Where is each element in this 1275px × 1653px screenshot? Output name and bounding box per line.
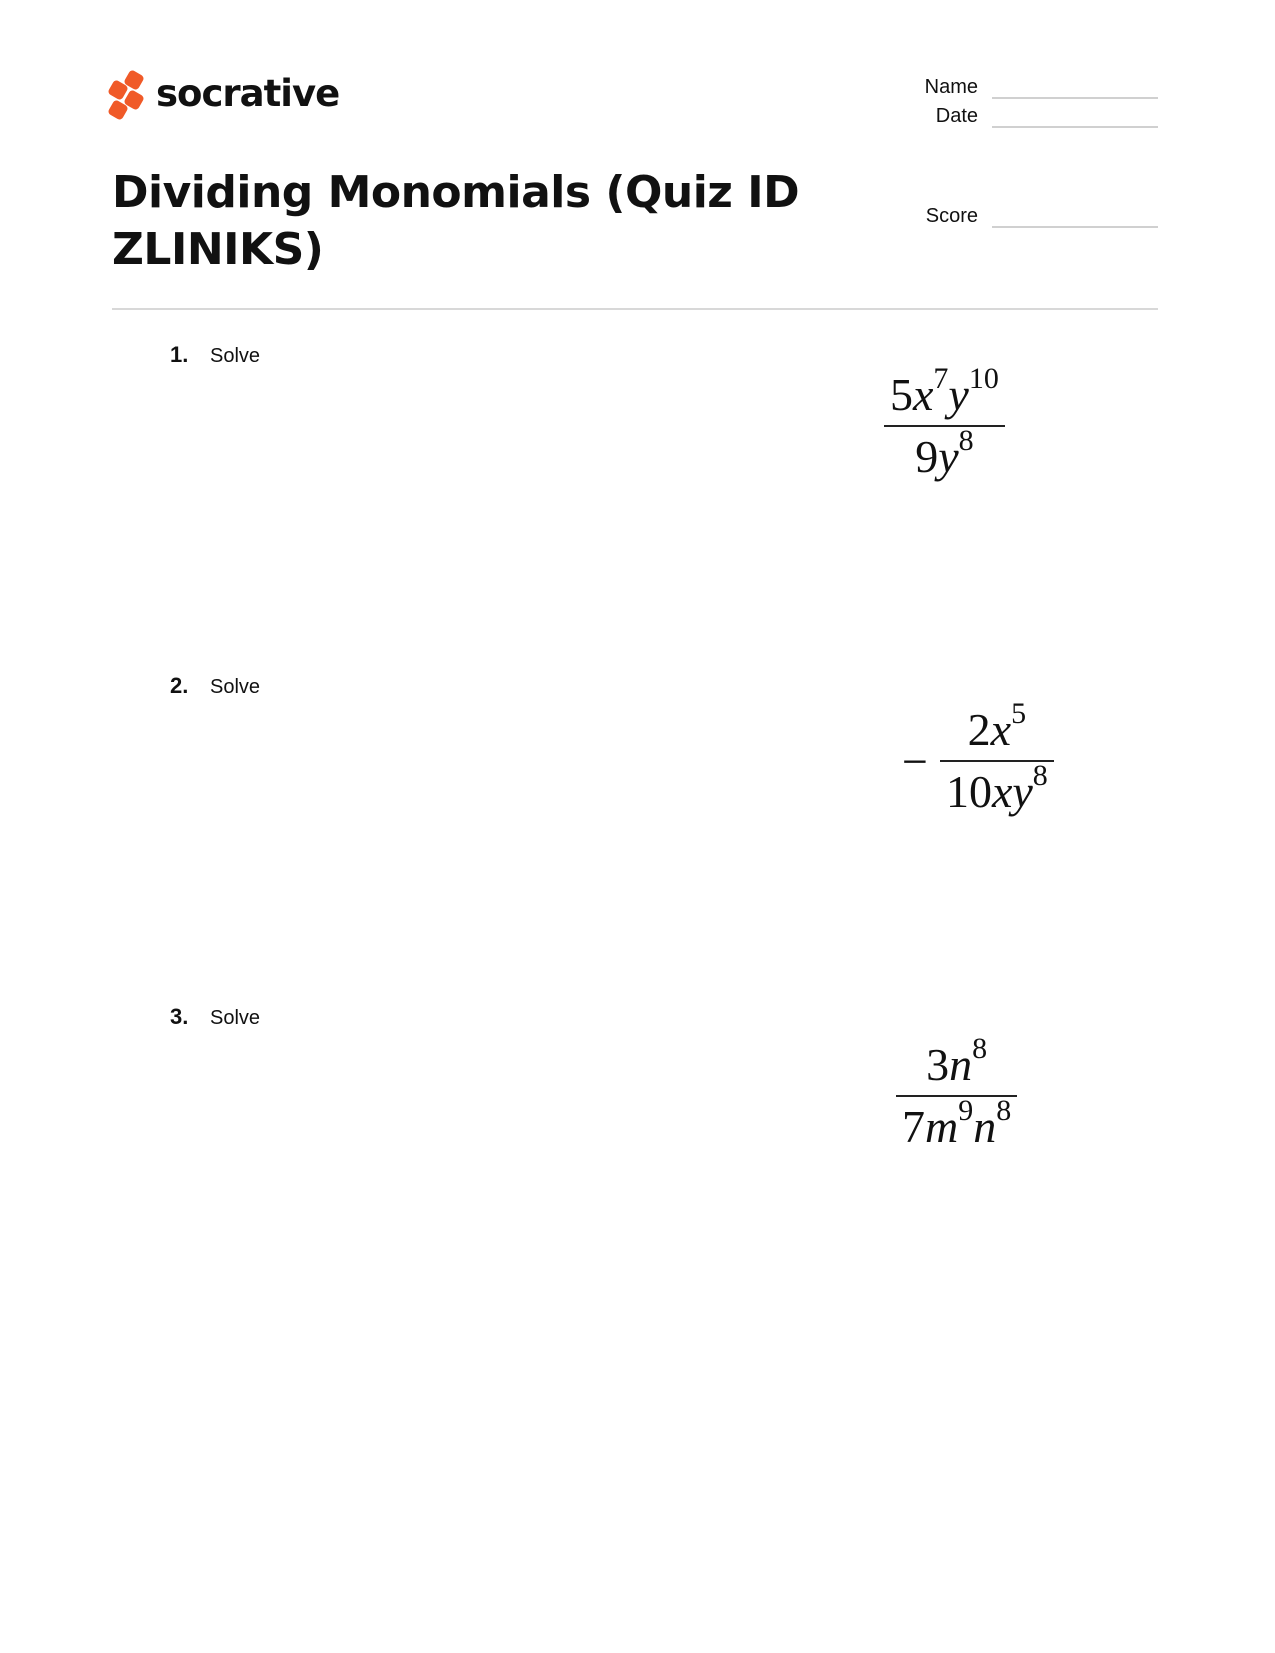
score-field[interactable]: [880, 205, 1160, 229]
logo-text: socrative: [156, 71, 340, 115]
name-label: Name: [924, 76, 978, 98]
question-number: 3.: [170, 1004, 189, 1029]
question-1: [170, 342, 260, 368]
denominator: $9y^8$: [915, 423, 974, 482]
numerator: $5x^7y^{10}$: [890, 361, 999, 420]
fraction: [896, 1031, 1017, 1157]
question-2: [170, 673, 260, 699]
score-label: Score: [925, 205, 978, 227]
header-divider: [112, 308, 1158, 310]
question-prompt: Solve: [210, 676, 261, 698]
numerator: $2x^5$: [967, 696, 1027, 755]
denominator: $7m^9n^8$: [902, 1093, 1012, 1152]
question-prompt: Solve: [210, 345, 261, 367]
question-3: [170, 1004, 260, 1030]
numerator: $3n^8$: [926, 1031, 988, 1090]
fraction: [940, 696, 1054, 822]
page-title: Dividing Monomials (Quiz ID ZLINIKS): [112, 167, 800, 275]
denominator: $10xy^8$: [945, 758, 1048, 817]
expression-2: [902, 696, 1054, 822]
expression-3: [896, 1031, 1017, 1157]
question-number: 1.: [170, 342, 189, 367]
date-label: Date: [935, 105, 978, 127]
expression-1: [884, 361, 1005, 487]
negative-sign: −: [902, 735, 928, 787]
name-input-line[interactable]: [992, 97, 1158, 99]
score-input-line[interactable]: [992, 226, 1158, 228]
question-prompt: Solve: [210, 1007, 261, 1029]
date-input-line[interactable]: [992, 126, 1158, 128]
hexagon-logo-icon: [108, 70, 148, 120]
name-field[interactable]: [880, 76, 1160, 100]
fraction: [884, 361, 1005, 487]
question-number: 2.: [170, 673, 189, 698]
date-field[interactable]: [880, 105, 1160, 129]
socrative-logo: [108, 70, 339, 120]
